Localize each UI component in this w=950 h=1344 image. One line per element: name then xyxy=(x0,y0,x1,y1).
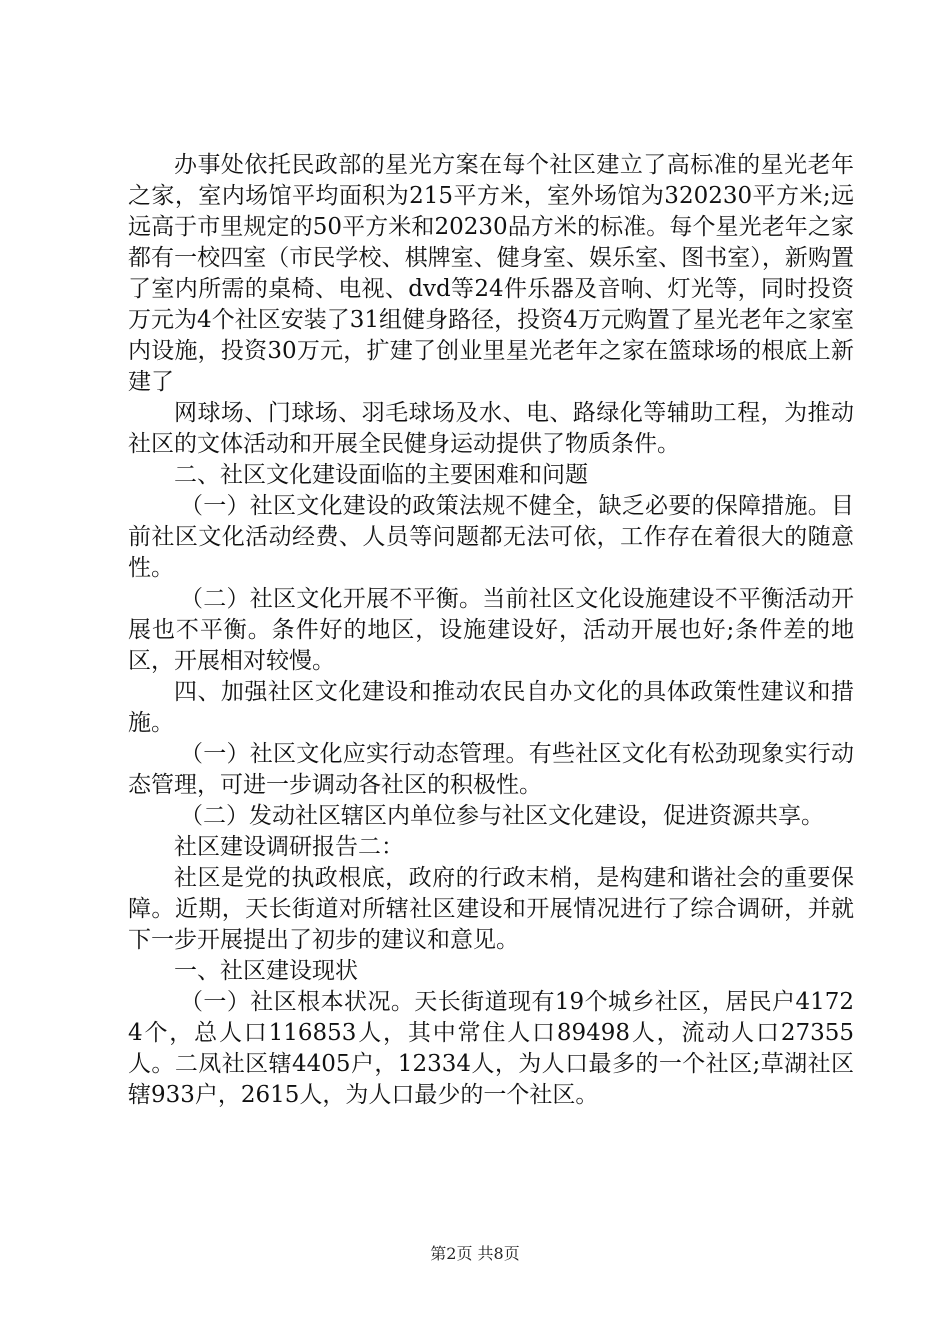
section-heading-difficulties: 二、社区文化建设面临的主要困难和问题 xyxy=(174,462,588,488)
paragraph-report-intro: 社区是党的执政根底，政府的行政末梢，是构建和谐社会的重要保障。近期，天长街道对所辖社区建设和开展情况进行了综合调研，并就下一步开展提出了初步的建议和意见。 xyxy=(128,865,854,953)
paragraph-auxiliary-facilities: 网球场、门球场、羽毛球场及水、电、路绿化等辅助工程，为推动社区的文体活动和开展全民健身运动提供了物质条件。 xyxy=(128,400,854,457)
report-two-title: 社区建设调研报告二： xyxy=(174,834,404,860)
paragraph-policy-issue: （一）社区文化建设的政策法规不健全，缺乏必要的保障措施。目前社区文化活动经费、人员等问题都无法可依，工作存在着很大的随意性。 xyxy=(128,493,854,581)
page-number-footer: 第2页 共8页 xyxy=(430,1244,520,1263)
document-body xyxy=(128,150,854,1111)
paragraph-dynamic-management: （一）社区文化应实行动态管理。有些社区文化有松劲现象实行动态管理，可进一步调动各社区的积极性。 xyxy=(128,741,854,798)
section-heading-suggestions: 四、加强社区文化建设和推动农民自办文化的具体政策性建议和措施。 xyxy=(128,679,854,736)
paragraph-star-elderly-homes: 办事处依托民政部的星光方案在每个社区建立了高标准的星光老年之家，室内场馆平均面积为215平方米，室外场馆为320230平方米;远远高于市里规定的50平方米和20230品方米的标准。每个星光老年之家都有一校四室（市民学校、棋牌室、健身室、娱乐室、图书室），新购置了室内所需的桌椅、电视、dvd等24件乐器及音响、灯光等，同时投资万元为4个社区安装了31组健身路径，投资4万元购置了星光老年之家室内设施，投资30万元，扩建了创业里星光老年之家在篮球场的根底上新建了 xyxy=(128,152,854,395)
paragraph-basic-situation: （一）社区根本状况。天长街道现有19个城乡社区，居民户41724个，总人口116853人，其中常住人口89498人，流动人口27355人。二凤社区辖4405户，12334人，为人口最多的一个社区;草湖社区辖933户，2615人，为人口最少的一个社区。 xyxy=(128,989,854,1108)
section-heading-current-status: 一、社区建设现状 xyxy=(174,958,358,984)
paragraph-unbalanced-development: （二）社区文化开展不平衡。当前社区文化设施建设不平衡活动开展也不平衡。条件好的地区，设施建设好，活动开展也好;条件差的地区，开展相对较慢。 xyxy=(128,586,854,674)
paragraph-resource-sharing: （二）发动社区辖区内单位参与社区文化建设，促进资源共享。 xyxy=(180,803,824,829)
